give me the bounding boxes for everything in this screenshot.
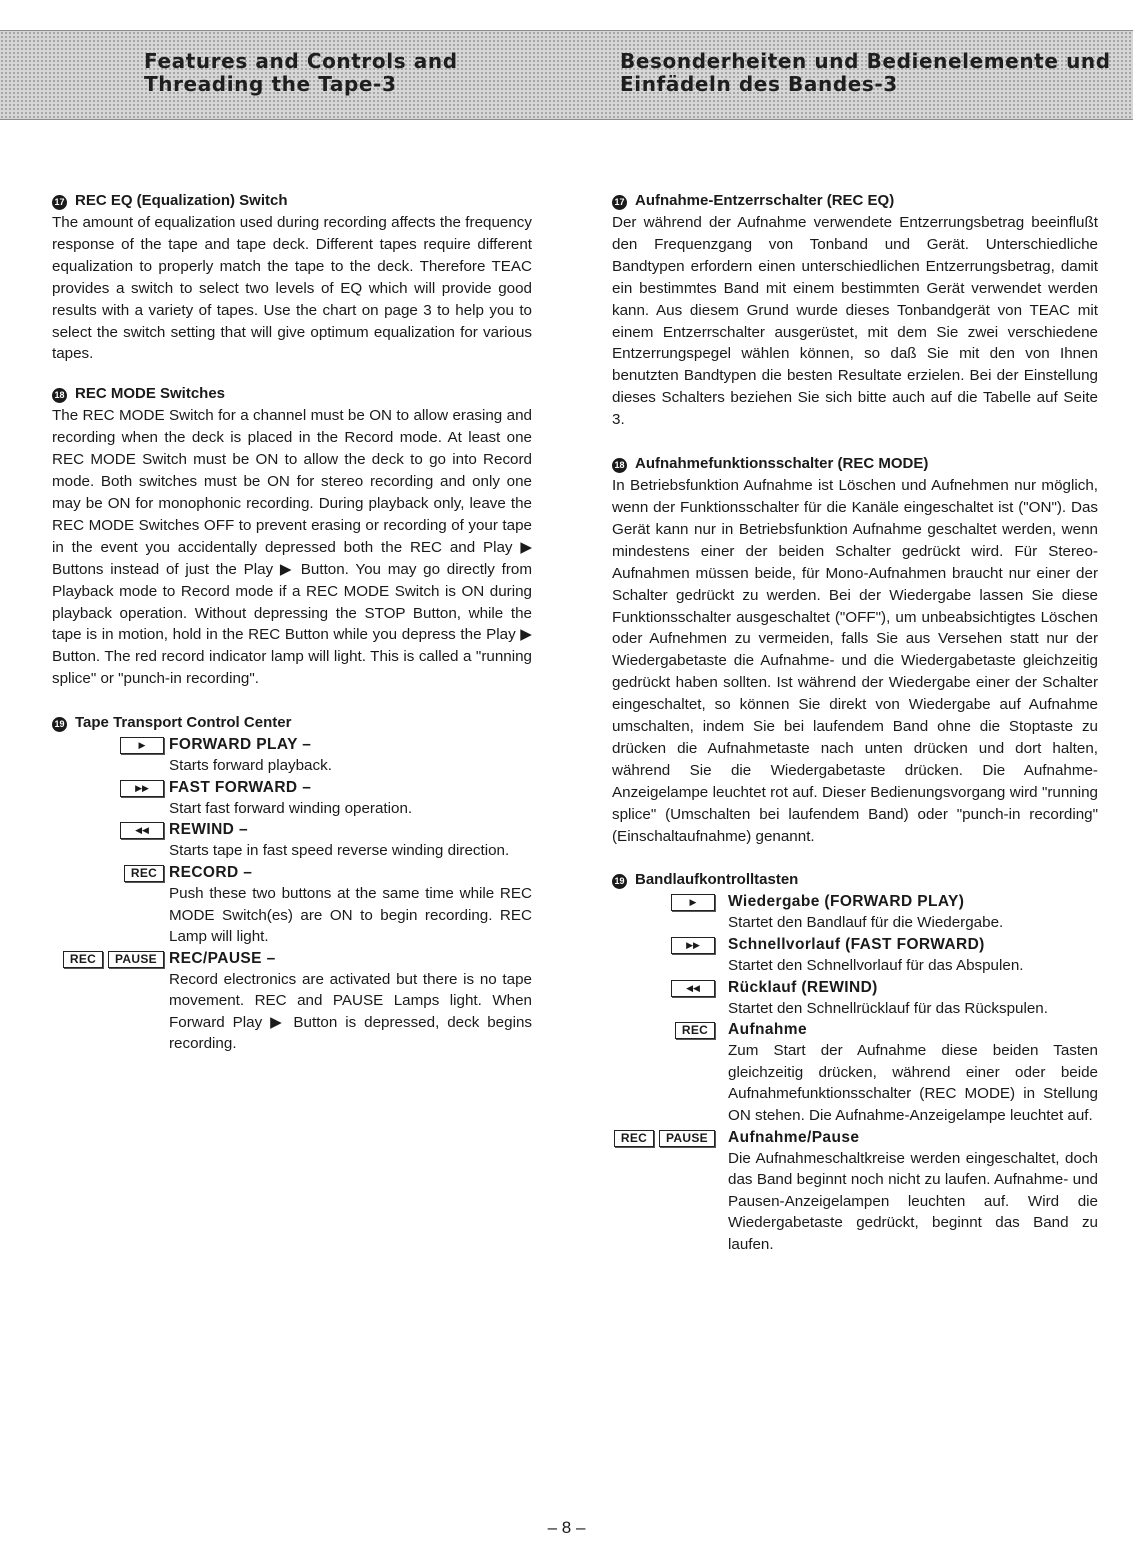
german-column [612, 190, 1098, 1256]
control-description: Startet den Schnellrücklauf für das Rückspulen. [728, 999, 1048, 1017]
control-label: Rücklauf (REWIND) [728, 978, 878, 996]
rec-button-icon: REC [675, 1022, 715, 1039]
section-19-heading [52, 712, 532, 734]
control-description: Record electronics are activated but there is no tape movement. REC and PAUSE Lamps light. When Forward Play ▶ Button is depressed, deck begins recording. [169, 970, 532, 1053]
section-title: REC EQ (Equalization) Switch [75, 192, 288, 209]
control-fast-forward [612, 934, 1098, 977]
rewind-button-icon: ◀◀ [120, 822, 164, 839]
control-description: Starts tape in fast speed reverse winding direction. [169, 842, 510, 860]
control-label: FAST FORWARD – [169, 778, 312, 796]
control-description: Zum Start der Aufnahme diese beiden Tasten gleichzeitig drücken, während einer oder beide Aufnahmefunktionsschalter (REC MODE) in Stellung ON stehen. Die Aufnahme-Anzeigelampe leuchtet auf. [728, 1042, 1098, 1125]
control-label: Wiedergabe (FORWARD PLAY) [728, 893, 965, 911]
section-title: Bandlaufkontrolltasten [635, 871, 799, 889]
control-rewind [612, 977, 1098, 1020]
control-record [612, 1019, 1098, 1126]
pause-button-icon: PAUSE [659, 1130, 715, 1147]
header-title-german-line2: Einfädeln des Bandes-3 [620, 72, 898, 96]
play-button-icon: ▶ [120, 737, 164, 754]
section-title: Aufnahmefunktionsschalter (REC MODE) [635, 455, 929, 473]
header-title-german [620, 50, 1111, 96]
header-title-english-line1: Features and Controls and [144, 49, 458, 73]
control-rec-pause [612, 1127, 1098, 1256]
section-title: Aufnahme-Entzerrschalter (REC EQ) [635, 192, 895, 209]
section-number-badge: 19 [52, 717, 67, 732]
control-label: REWIND – [169, 821, 248, 839]
control-label: Aufnahme [728, 1021, 807, 1039]
control-label: FORWARD PLAY – [169, 736, 312, 754]
page-number: – 8 – [547, 1518, 586, 1537]
section-number-badge: 17 [612, 195, 627, 210]
fast-forward-button-icon: ▶▶ [671, 937, 715, 954]
control-label: Schnellvorlauf (FAST FORWARD) [728, 936, 985, 954]
control-label: REC/PAUSE – [169, 949, 276, 967]
control-rewind [52, 819, 532, 862]
control-rec-pause [52, 948, 532, 1055]
control-forward-play [52, 734, 532, 777]
control-fast-forward [52, 777, 532, 820]
section-17-heading [612, 190, 1098, 212]
section-title: REC MODE Switches [75, 385, 226, 403]
control-forward-play [612, 891, 1098, 934]
rec-button-icon: REC [614, 1130, 654, 1147]
section-17-heading [52, 190, 532, 212]
section-number-badge: 19 [612, 874, 627, 889]
section-17-body: Der während der Aufnahme verwendete Entzerrungsbetrag beeinflußt den Frequenzgang von Tonband und Gerät. Unterschiedliche Bandtypen erfordern einen unterschiedlichen Entzerrungsbetrag, damit ein bestimmtes Band mit einem bestimmten Gerät verwendet werden kann. Aus diesem Grund wurde dieses Tonbandgerät von TEAC mit einem Entzerrschalter ausgerüstet, mit dem Sie zwei verschiedene Entzerrungspegel wählen können, so daß Sie mit den von Ihnen benutzten Bandtypen die besten Resultate erzielen. Bei der Einstellung dieses Schalters beziehen Sie sich bitte auch auf die Tabelle auf Seite 3. [612, 214, 1098, 429]
fast-forward-button-icon: ▶▶ [120, 780, 164, 797]
control-description: Push these two buttons at the same time while REC MODE Switch(es) are ON to begin recording. REC Lamp will light. [169, 884, 532, 946]
section-number-badge: 17 [52, 195, 67, 210]
rec-button-icon: REC [124, 865, 164, 882]
control-description: Startet den Schnellvorlauf für das Abspulen. [728, 957, 1024, 975]
section-number-badge: 18 [52, 388, 67, 403]
pause-button-icon: PAUSE [108, 951, 164, 968]
section-number-badge: 18 [612, 458, 627, 473]
section-18-heading [52, 383, 532, 405]
control-label: Aufnahme/Pause [728, 1128, 860, 1146]
control-description: Die Aufnahmeschaltkreise werden eingeschaltet, doch das Band beginnt noch nicht zu laufen. Aufnahme- und Pausen-Anzeigelampen leuchten auf. Wird die Wiedergabetaste gedrückt, beginnt das Band zu laufen. [728, 1149, 1098, 1253]
section-18-heading [612, 453, 1098, 475]
control-description: Startet den Bandlauf für die Wiedergabe. [728, 914, 1004, 932]
control-description: Start fast forward winding operation. [169, 799, 413, 817]
section-title: Tape Transport Control Center [75, 714, 292, 732]
rewind-button-icon: ◀◀ [671, 980, 715, 997]
control-label: RECORD – [169, 863, 253, 881]
header-title-english [144, 50, 458, 96]
control-record [52, 862, 532, 948]
rec-button-icon: REC [63, 951, 103, 968]
section-18-body: In Betriebsfunktion Aufnahme ist Löschen und Aufnehmen nur möglich, wenn der Funktionsschalter für die Kanäle eingeschaltet ist ("ON"). Das Gerät kann nur in Betriebsfunktion Aufnahme geschaltet werden, wenn mindestens einer der beiden Schalter gedrückt wird. Für Stereo-Aufnahmen müssen beide, für Mono-Aufnahmen braucht nur einer der Schalter gedrückt zu werden. Bei der Wiedergabe lassen Sie diese Funktionsschalter ausgeschaltet ("OFF"), um unbeabsichtigtes Löschen oder Aufnehmen zu vermeiden, falls Sie aus Versehen statt nur der Wiedergabetaste die Aufnahme- und die Wiedergabetaste gleichzeitig gedrückt haben sollten. Ist während der Wiedergabe einer der Schalter eingeschaltet, so können Sie direkt von Wiedergabe auf Aufnahme umschalten, indem Sie bei laufendem Band ohne die Stoptaste zu drücken die Aufnahmetaste nach unten drücken und dort halten, während Sie die Wiedergabetaste drücken. Die Aufnahme-Anzeigelampe leuchtet rot auf. Dieser Bedienungsvorgang wird "running splice" (Umschalten bei laufendem Band) oder "punch-in recording" (Einschaltaufnahme) genannt. [612, 477, 1098, 845]
header-title-english-line2: Threading the Tape-3 [144, 72, 397, 96]
section-19-heading [612, 869, 1098, 891]
english-column [52, 190, 532, 1055]
header-title-german-line1: Besonderheiten und Bedienelemente und [620, 49, 1111, 73]
control-description: Starts forward playback. [169, 757, 332, 775]
section-17-body: The amount of equalization used during recording affects the frequency response of the tape and tape deck. Different tapes require different equalization to properly match the tape to the deck. Therefore TEAC provides a switch to select two levels of EQ which will provide good results with a variety of tapes. Use the chart on page 3 to help you to select the switch setting that will give optimum equalization for various tapes. [52, 214, 532, 363]
play-button-icon: ▶ [671, 894, 715, 911]
section-18-body: The REC MODE Switch for a channel must be ON to allow erasing and recording when the deck is placed in the Record mode. At least one REC MODE Switch must be ON to allow the deck to go into Record mode. Both switches must be ON for stereo recording and only one may be ON for monophonic recording. During playback only, leave the REC MODE Switches OFF to prevent erasing or recording of your tape in the event you accidentally depressed both the REC and Play ▶ Buttons instead of just the Play ▶ Button. You may go directly from Playback mode to Record mode if a REC MODE Switch is ON during playback operation. Without depressing the STOP Button, while the tape is in motion, hold in the REC Button while you depress the Play ▶ Button. The red record indicator lamp will light. This is called a "running splice" or "punch-in recording". [52, 407, 532, 688]
